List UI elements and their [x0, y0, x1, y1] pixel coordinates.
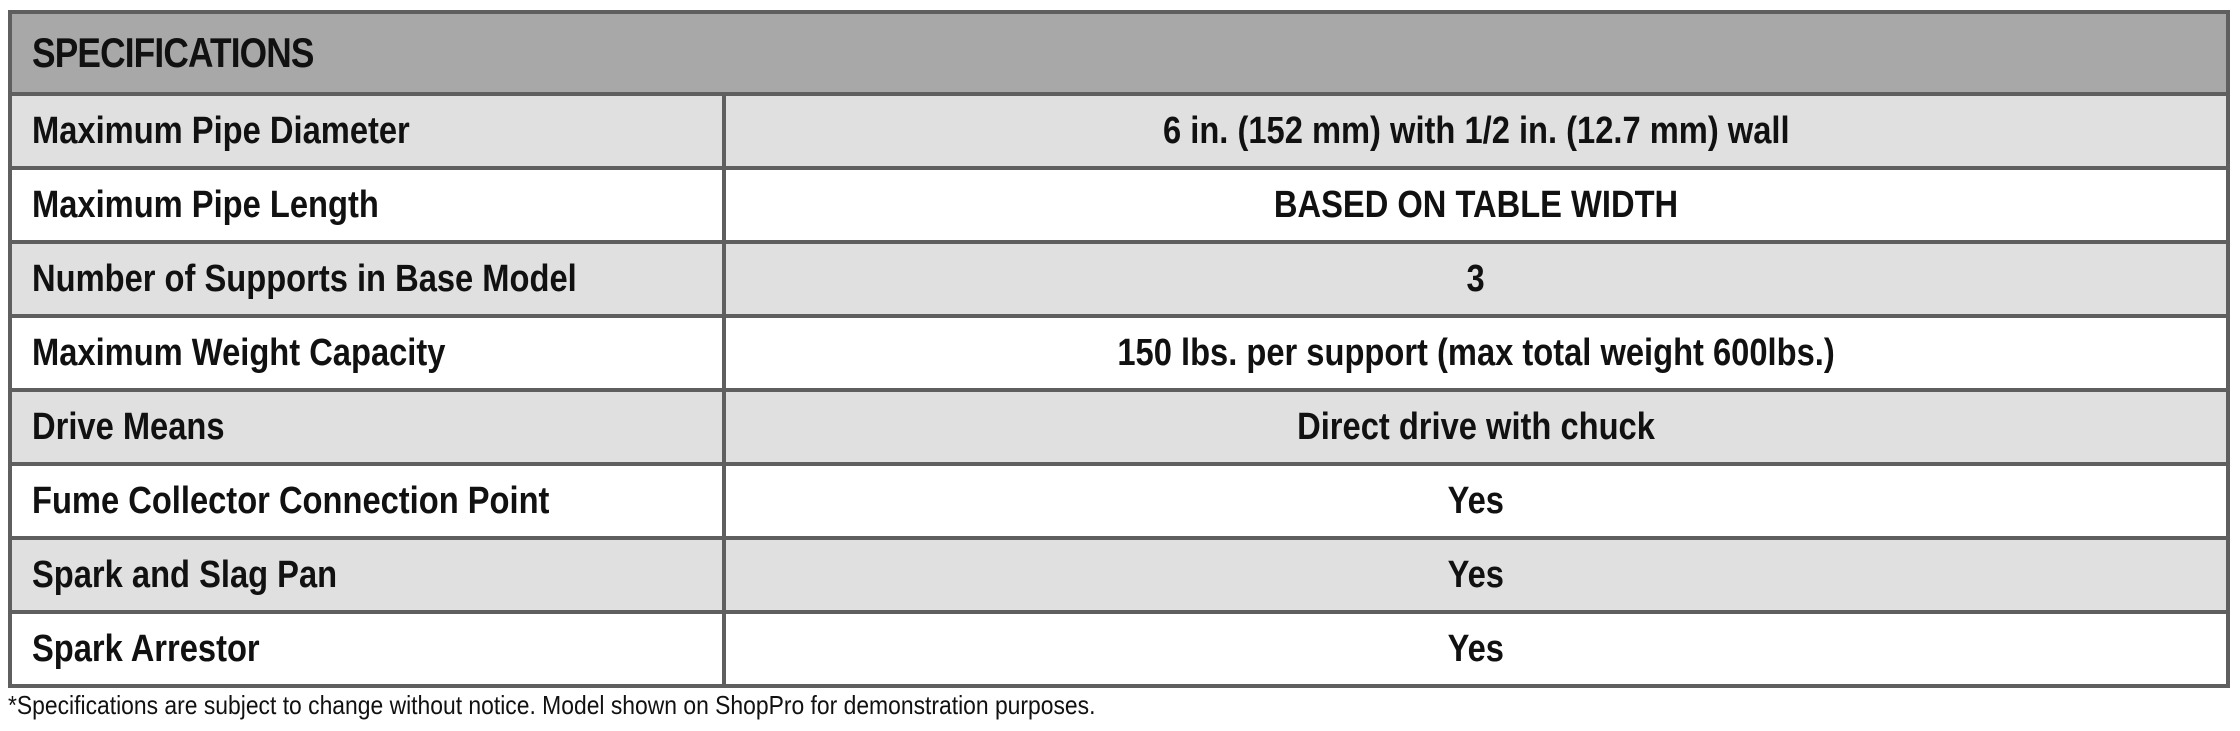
- table-row: [12, 314, 2226, 388]
- row-label: Maximum Weight Capacity: [12, 318, 726, 388]
- row-label: Fume Collector Connection Point: [12, 466, 726, 536]
- row-label: Spark Arrestor: [12, 614, 726, 684]
- row-value: Direct drive with chuck: [726, 392, 2226, 462]
- table-row: [12, 536, 2226, 610]
- table-row: [12, 92, 2226, 166]
- table-row: [12, 240, 2226, 314]
- row-label: Drive Means: [12, 392, 726, 462]
- row-value: 3: [726, 244, 2226, 314]
- row-label: Spark and Slag Pan: [12, 540, 726, 610]
- row-value: BASED ON TABLE WIDTH: [726, 170, 2226, 240]
- table-title: SPECIFICATIONS: [32, 29, 314, 76]
- row-label: Maximum Pipe Length: [12, 170, 726, 240]
- footnote-text: *Specifications are subject to change without notice. Model shown on ShopPro for demonstration purposes.: [8, 690, 1096, 720]
- table-row: [12, 462, 2226, 536]
- row-value: 150 lbs. per support (max total weight 600lbs.): [726, 318, 2226, 388]
- specifications-table: [8, 10, 2230, 688]
- row-value: Yes: [726, 614, 2226, 684]
- table-row: [12, 388, 2226, 462]
- footnote: [8, 690, 1244, 721]
- row-value: Yes: [726, 540, 2226, 610]
- row-label: Number of Supports in Base Model: [12, 244, 726, 314]
- table-header: [12, 14, 2226, 92]
- table-row: [12, 610, 2226, 684]
- row-value: Yes: [726, 466, 2226, 536]
- row-label: Maximum Pipe Diameter: [12, 96, 726, 166]
- table-row: [12, 166, 2226, 240]
- row-value: 6 in. (152 mm) with 1/2 in. (12.7 mm) wall: [726, 96, 2226, 166]
